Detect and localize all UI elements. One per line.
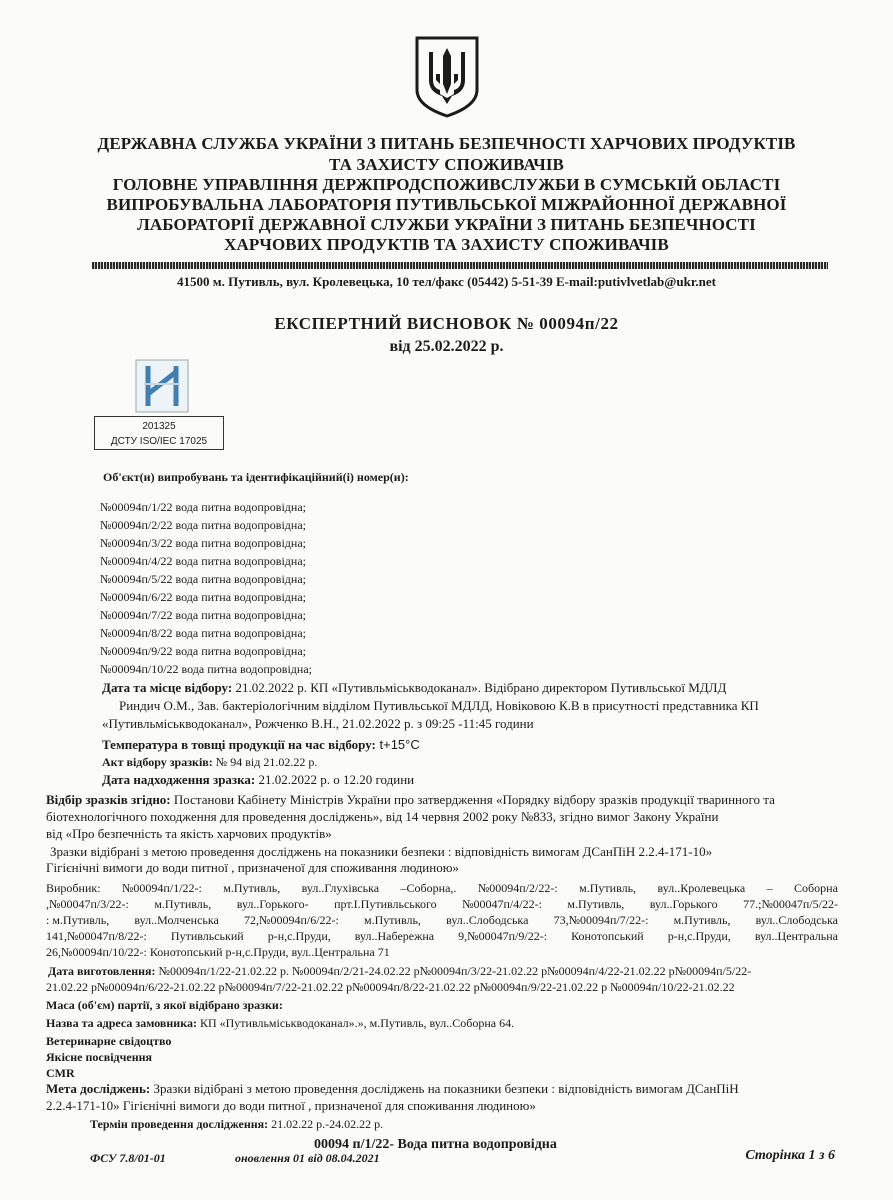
header-line-2: ТА ЗАХИСТУ СПОЖИВАЧІВ xyxy=(329,155,564,174)
producer-token: вул..Слободська xyxy=(446,913,529,927)
coat-of-arms-icon xyxy=(412,34,482,118)
sampling-temperature-line xyxy=(102,738,420,752)
producer-token: вул..Молченська xyxy=(134,913,219,927)
basis-value: Постанови Кабінету Міністрів України про затвердження «Порядку відбору зразків продукції тваринного та xyxy=(170,792,775,807)
header-line-3: ГОЛОВНЕ УПРАВЛІННЯ ДЕРЖПРОДСПОЖИВСЛУЖБИ В СУМСЬКІЙ ОБЛАСТІ xyxy=(112,175,781,194)
producer-token: м.Путивль, xyxy=(364,913,421,927)
producer-token: р-н,с.Пруди, xyxy=(267,929,331,943)
cmr-label: CMR xyxy=(46,1066,75,1080)
basis-line-3: від «Про безпечність та якість харчових продуктів» xyxy=(46,826,332,841)
object-item: №00094п/10/22 вода питна водопровідна; xyxy=(100,662,312,676)
footer-update: оновлення 01 від 08.04.2021 xyxy=(235,1151,380,1165)
vet-certificate-label: Ветеринарне свідоцтво xyxy=(46,1034,172,1048)
producer-token: вул..Центральна xyxy=(754,929,838,943)
basis-label: Відбір зразків згідно: xyxy=(46,792,171,807)
objects-label: Об'єкт(и) випробувань та ідентифікаційний(і) номер(и): xyxy=(103,470,409,484)
goal-line xyxy=(46,1082,739,1096)
producer-token: : м.Путивль, xyxy=(46,913,110,927)
sampling-date-line xyxy=(102,681,726,695)
producer-token: м.Путивль, xyxy=(673,913,731,927)
object-item: №00094п/7/22 вода питна водопровідна; xyxy=(100,608,306,622)
purpose-line-1: Зразки відібрані з метою проведення досліджень на показники безпеки : відповідність вимогам ДСанПіН 2.2.4-171-10» xyxy=(50,844,713,859)
accreditation-standard: ДСТУ ISO/IEC 17025 xyxy=(110,436,208,447)
producer-token: Путивльський xyxy=(170,929,244,943)
sampling-date-cont-2: «Путивльміськводоканал», Рожченко В.Н., 21.02.2022 р. з 09:25 -11:45 години xyxy=(102,716,534,731)
customer-label: Назва та адреса замовника: xyxy=(46,1016,197,1030)
object-item: №00094п/1/22 вода питна водопровідна; xyxy=(100,500,306,514)
sampling-arrival-line xyxy=(102,773,414,787)
section-title: 00094 п/1/22- Вода питна водопровідна xyxy=(314,1137,557,1152)
purpose-line-2: Гігієнічні вимоги до води питної , призначеної для споживання людиною» xyxy=(46,860,459,875)
producer-token: вул..Глухівська xyxy=(301,881,380,895)
act-label: Акт відбору зразків: xyxy=(102,755,213,769)
producer-token: ,№00047п/3/22-: xyxy=(46,897,129,911)
producer-token: №00094п/2/22-: xyxy=(477,881,558,895)
accreditation-number: 201325 xyxy=(142,421,176,432)
producer-line-2 xyxy=(46,897,838,911)
goal-label: Мета досліджень: xyxy=(46,1081,151,1096)
manufacture-line-1 xyxy=(48,964,751,978)
producer-token: – xyxy=(766,881,773,895)
object-item: №00094п/5/22 вода питна водопровідна; xyxy=(100,572,306,586)
header-line-1: ДЕРЖАВНА СЛУЖБА УКРАЇНИ З ПИТАНЬ БЕЗПЕЧНОСТІ ХАРЧОВИХ ПРОДУКТІВ xyxy=(97,134,796,153)
goal-value: Зразки відібрані з метою проведення досліджень на показники безпеки : відповідність вимогам ДСанПіН xyxy=(150,1081,739,1096)
producer-token: вул..Горького- xyxy=(236,897,309,911)
manufacture-value: №00094п/1/22-21.02.22 р. №00094п/2/21-24.02.22 р№00094п/3/22-21.02.22 р№00094п/4/22-21.02.22 р№00094п/5/22- xyxy=(155,964,752,978)
producer-line-5: 26,№00094п/10/22-: Конотопський р-н,с.Пруди, вул..Центральна 71 xyxy=(46,945,390,959)
producer-token: вул..Горького xyxy=(649,897,718,911)
document-title: ЕКСПЕРТНИЙ ВИСНОВОК № 00094п/22 xyxy=(274,314,619,333)
basis-line-1 xyxy=(46,793,775,807)
object-item: №00094п/4/22 вода питна водопровідна; xyxy=(100,554,306,568)
header-divider-band xyxy=(92,262,828,269)
object-item: №00094п/3/22 вода питна водопровідна; xyxy=(100,536,306,550)
producer-label: Виробник: xyxy=(46,881,101,895)
header-line-6: ХАРЧОВИХ ПРОДУКТІВ ТА ЗАХИСТУ СПОЖИВАЧІВ xyxy=(224,235,669,254)
producer-token: 73,№00094п/7/22-: xyxy=(553,913,649,927)
producer-token: 72,№00094п/6/22-: xyxy=(244,913,339,927)
producer-token: прт.І.Путивльського xyxy=(334,897,437,911)
arrival-value: 21.02.2022 р. о 12.20 години xyxy=(255,772,415,787)
producer-token: 9,№00047п/9/22-: xyxy=(458,929,548,943)
producer-token: м.Путивль, xyxy=(567,897,625,911)
producer-token: м.Путивль, xyxy=(154,897,212,911)
lab-address: 41500 м. Путивль, вул. Кролевецька, 10 тел/факс (05442) 5-51-39 E-mail:putivlvetlab@ukr.net xyxy=(176,274,716,289)
sampling-date-value: 21.02.2022 р. КП «Путивльміськводоканал». Відібрано директором Путивльської МДЛД xyxy=(232,680,727,695)
producer-token: м.Путивль, xyxy=(579,881,637,895)
producer-token: 141,№00047п/8/22-: xyxy=(46,929,147,943)
producer-token: 77.;№00047п/5/22- xyxy=(743,897,838,911)
goal-cont: 2.2.4-171-10» Гігієнічні вимоги до води питної , призначеної для споживання людиною» xyxy=(46,1098,536,1113)
producer-token: м.Путивль, xyxy=(223,881,281,895)
sampling-act-line xyxy=(102,755,317,769)
mass-label: Маса (об'єм) партії, з якої відібрано зразки: xyxy=(46,998,283,1012)
producer-token: –Соборна,. xyxy=(400,881,457,895)
customer-line xyxy=(46,1016,514,1030)
producer-token: №00094п/1/22-: xyxy=(121,881,202,895)
quality-certificate-label: Якісне посвідчення xyxy=(46,1050,153,1064)
basis-line-2: біотехнологічного походження для проведення досліджень», від 14 червня 2002 року №833, згідно вимог Закону України xyxy=(46,809,719,824)
object-item: №00094п/2/22 вода питна водопровідна; xyxy=(100,518,306,532)
term-label: Термін проведення дослідження: xyxy=(90,1117,269,1131)
header-line-5: ЛАБОРАТОРІЇ ДЕРЖАВНОЇ СЛУЖБИ УКРАЇНИ З ПИТАНЬ БЕЗПЕЧНОСТІ xyxy=(137,215,756,234)
producer-line-4 xyxy=(46,929,838,943)
producer-line-1 xyxy=(46,881,838,895)
producer-token: вул..Кролевецька xyxy=(657,881,746,895)
header-line-4: ВИПРОБУВАЛЬНА ЛАБОРАТОРІЯ ПУТИВЛЬСЬКОЇ МІЖРАЙОННОЇ ДЕРЖАВНОЇ xyxy=(106,195,787,214)
footer-page-number: Сторінка 1 з 6 xyxy=(745,1148,835,1163)
producer-token: Соборна xyxy=(794,881,838,895)
accreditation-logo-icon xyxy=(134,358,190,414)
temperature-label: Температура в товщі продукції на час відбору: xyxy=(102,737,376,752)
producer-token: р-н,с.Пруди, xyxy=(667,929,731,943)
producer-token: вул..Набережна xyxy=(354,929,435,943)
object-item: №00094п/8/22 вода питна водопровідна; xyxy=(100,626,306,640)
object-item: №00094п/6/22 вода питна водопровідна; xyxy=(100,590,306,604)
manufacture-line-2: 21.02.22 р№00094п/6/22-21.02.22 р№00094п/7/22-21.02.22 р№00094п/8/22-21.02.22 р№00094п/9/22-21.02.22 р №00094п/10/22-21.02.22 xyxy=(46,980,735,994)
producer-token: вул..Слободська xyxy=(755,913,838,927)
term-line xyxy=(90,1117,383,1131)
temperature-value: t+15°C xyxy=(375,737,420,752)
manufacture-label: Дата виготовлення: xyxy=(48,964,156,978)
arrival-label: Дата надходження зразка: xyxy=(102,772,256,787)
customer-value: КП «Путивльміськводоканал».», м.Путивль, вул..Соборна 64. xyxy=(196,1016,515,1030)
footer-form-code: ФСУ 7.8/01-01 xyxy=(90,1151,166,1165)
accreditation-box xyxy=(94,416,224,450)
term-value: 21.02.22 р.-24.02.22 р. xyxy=(268,1117,384,1131)
producer-token: №00047п/4/22-: xyxy=(462,897,542,911)
producer-line-3 xyxy=(46,913,838,927)
sampling-date-label: Дата та місце відбору: xyxy=(102,680,233,695)
producer-token: Конотопський xyxy=(571,929,644,943)
act-value: № 94 від 21.02.22 р. xyxy=(212,755,318,769)
document-date: від 25.02.2022 р. xyxy=(389,338,504,355)
sampling-date-cont-1: Риндич О.М., Зав. бактеріологічним відділом Путивльської МДЛД, Новіковою К.В в присутності представника КП xyxy=(119,698,759,713)
object-item: №00094п/9/22 вода питна водопровідна; xyxy=(100,644,306,658)
